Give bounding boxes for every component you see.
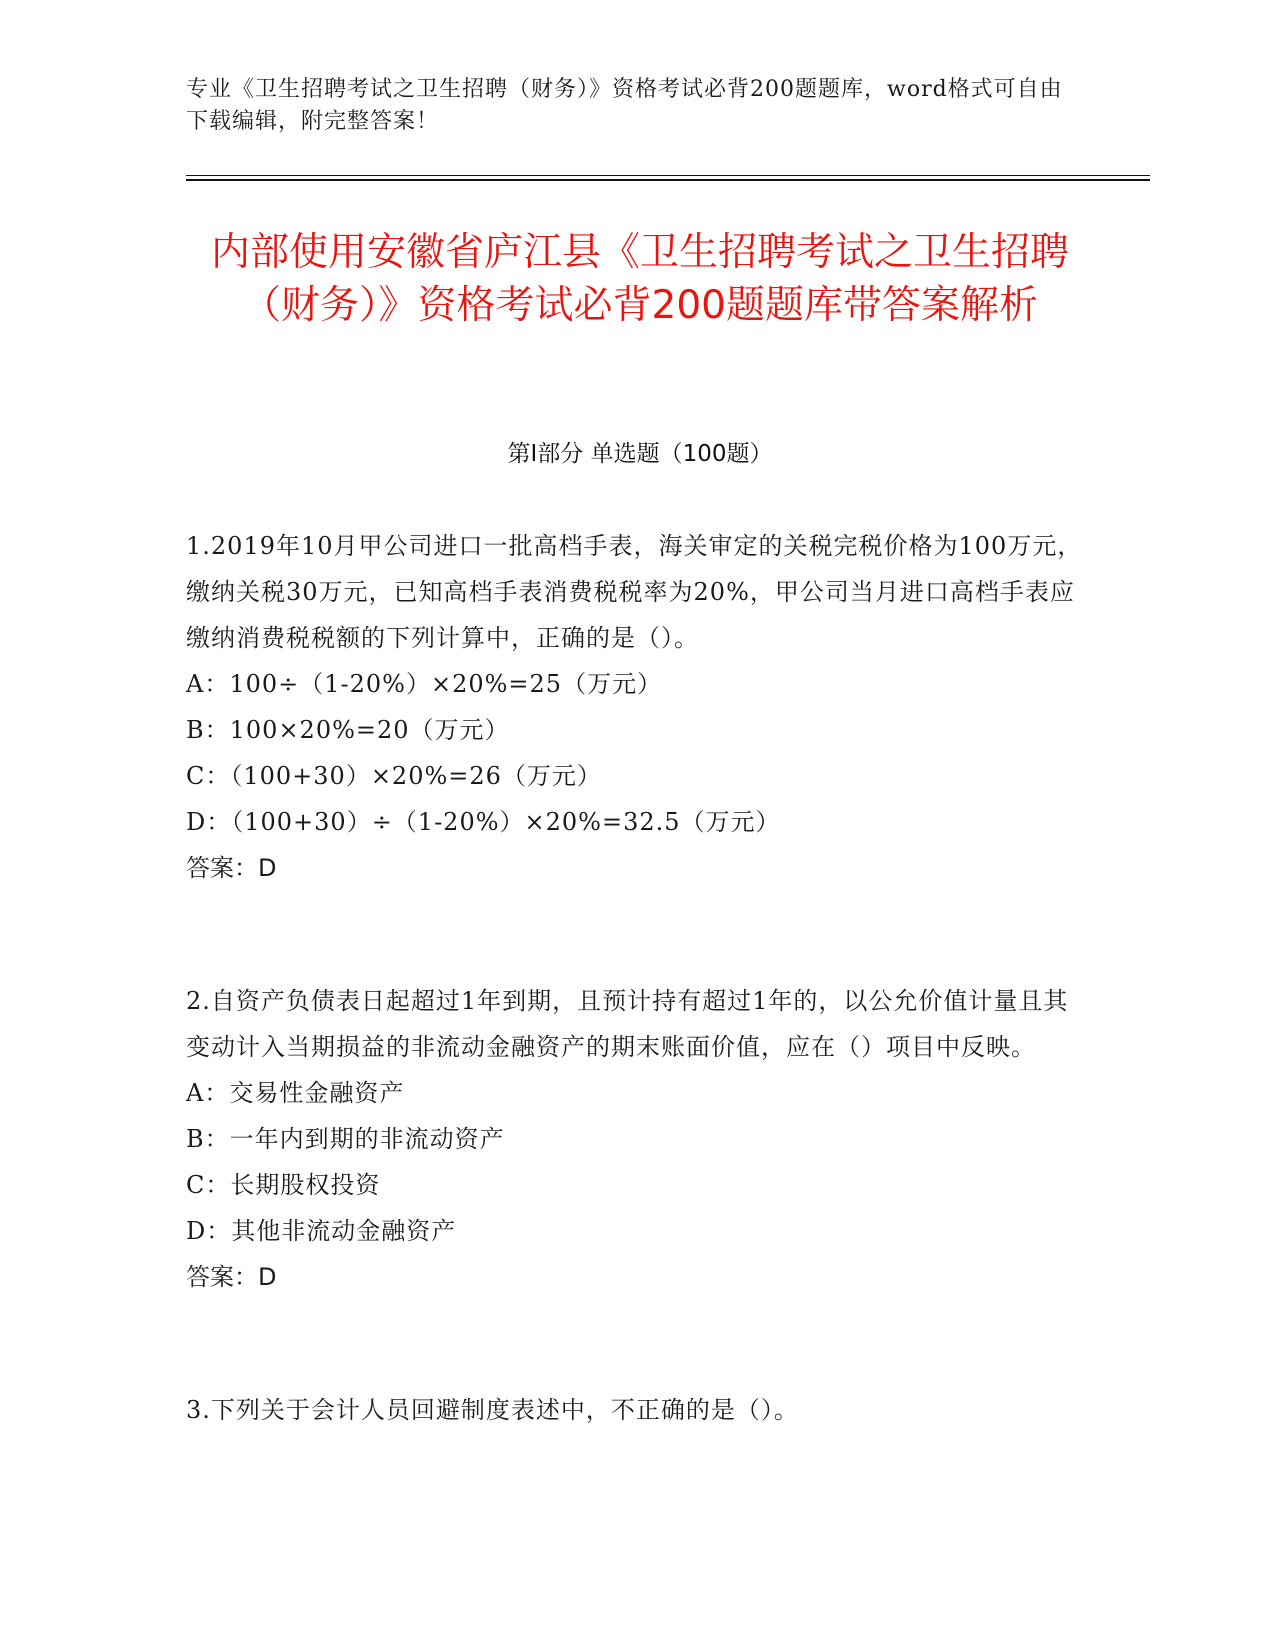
option-a: A：100÷（1-20%）×20%=25（万元） [186, 670, 663, 698]
section-title: 第Ⅰ部分 单选题（100题） [507, 441, 773, 467]
question-stem: 2.自资产负债表日起超过1年到期，且预计持有超过1年的，以公允价值计量且其变动计入当期损益的非流动金融资产的期末账面价值，应在（）项目中反映。 [186, 987, 1069, 1061]
question-1 [186, 523, 1086, 891]
option-c: C：长期股权投资 [186, 1171, 381, 1199]
answer-label: 答案：D [186, 854, 277, 882]
option-b: B：100×20%=20（万元） [186, 716, 510, 744]
question-stem: 3.下列关于会计人员回避制度表述中，不正确的是（）。 [186, 1396, 799, 1424]
question-stem: 1.2019年10月甲公司进口一批高档手表，海关审定的关税完税价格为100万元，缴纳关税30万元，已知高档手表消费税税率为20%，甲公司当月进口高档手表应缴纳消费税税额的下列计算中，正确的是（）。 [186, 532, 1083, 652]
header-divider-thin [186, 175, 1150, 176]
option-c: C：（100+30）×20%=26（万元） [186, 762, 602, 790]
header-divider-thick [186, 179, 1150, 181]
question-3 [186, 1387, 1086, 1433]
header-note: 专业《卫生招聘考试之卫生招聘（财务）》资格考试必背200题题库，word格式可自由下载编辑，附完整答案！ [186, 77, 1063, 134]
option-b: B：一年内到期的非流动资产 [186, 1125, 505, 1153]
option-d: D：其他非流动金融资产 [186, 1217, 457, 1245]
document-title: 内部使用安徽省庐江县《卫生招聘考试之卫生招聘（财务）》资格考试必背200题题库带答案解析 [210, 230, 1069, 328]
question-2 [186, 978, 1086, 1300]
option-a: A：交易性金融资产 [186, 1079, 405, 1107]
answer-label: 答案：D [186, 1263, 277, 1291]
option-d: D：（100+30）÷（1-20%）×20%=32.5（万元） [186, 808, 781, 836]
